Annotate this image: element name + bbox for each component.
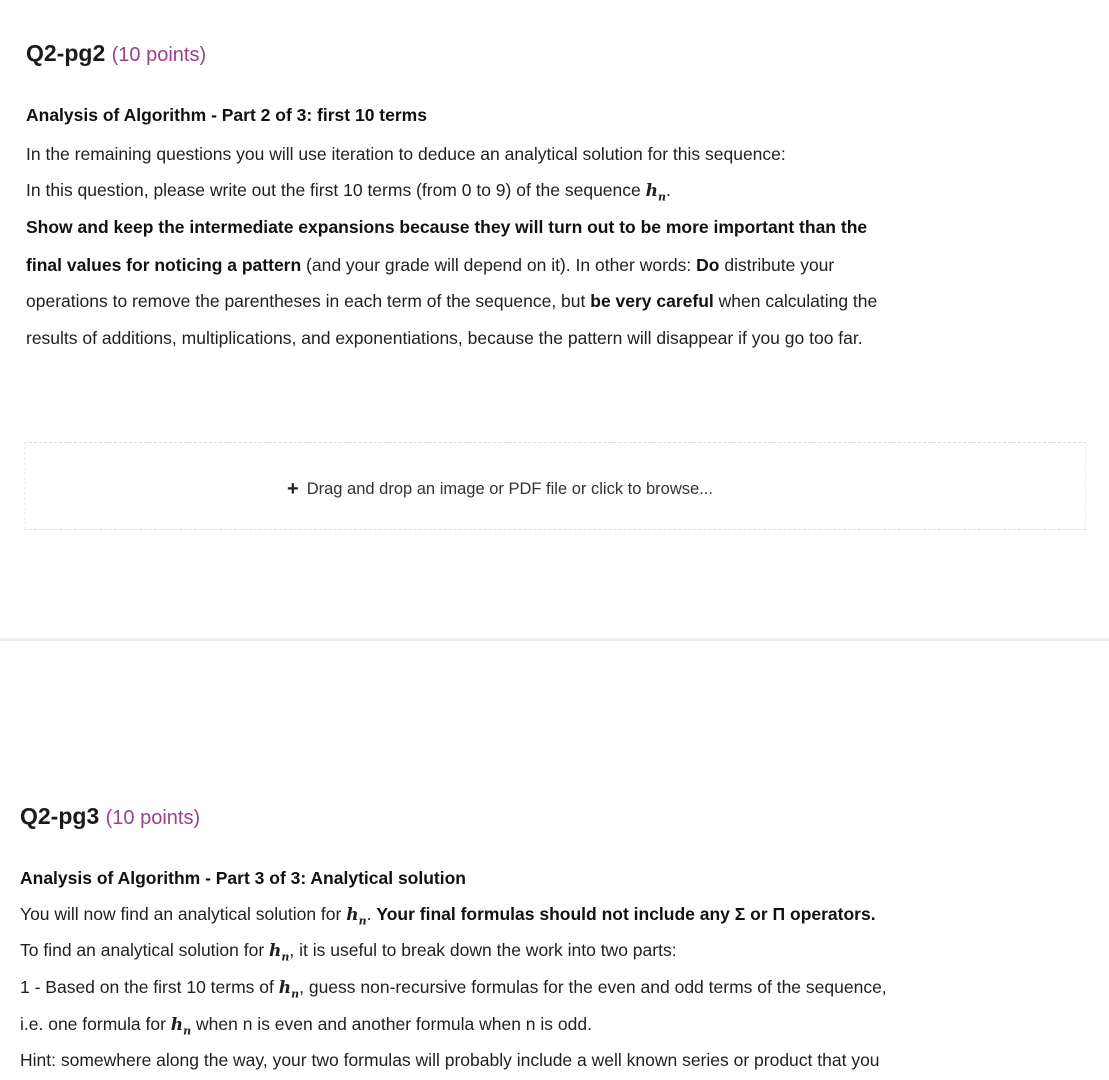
math-h-n: $h_n$	[645, 181, 666, 204]
paragraph-text: , guess non-recursive formulas for the even and odd terms of the sequence,	[299, 977, 887, 997]
bold-text: Do	[696, 255, 720, 275]
upload-label: Drag and drop an image or PDF file or click to browse...	[306, 480, 713, 498]
math-h-n: $h_n$	[346, 905, 367, 928]
paragraph-line-4	[20, 1013, 592, 1042]
paragraph-text: You will now find an analytical solution for	[20, 904, 347, 924]
math-h-n: $h_n$	[170, 1015, 192, 1038]
paragraph-line-3	[20, 976, 887, 1005]
paragraph-text: 1 - Based on the first 10 terms of	[20, 977, 279, 997]
file-upload-dropzone[interactable]	[24, 442, 1086, 530]
paragraph-line-5	[26, 290, 877, 312]
question-points: (10 points)	[105, 807, 201, 829]
paragraph-line-5: Hint: somewhere along the way, your two formulas will probably include a well known series or product that you	[20, 1050, 880, 1070]
question-title-text: Q2-pg2	[26, 40, 106, 66]
section-heading	[20, 867, 466, 889]
paragraph-line-2	[20, 939, 677, 968]
bold-text: Your final formulas should not include any Σ or Π operators.	[376, 904, 876, 924]
bold-text: final values for noticing a pattern	[26, 255, 302, 275]
question-points: (10 points)	[111, 44, 207, 66]
bold-text: Show and keep the intermediate expansions because they will turn out to be more important than the	[26, 217, 868, 237]
paragraph-text: In this question, please write out the first 10 terms (from 0 to 9) of the sequence	[26, 180, 646, 200]
bold-text: be very careful	[590, 291, 714, 311]
paragraph-text: operations to remove the parentheses in each term of the sequence, but	[26, 291, 591, 311]
paragraph-line-1: In the remaining questions you will use iteration to deduce an analytical solution for this sequence:	[26, 144, 786, 164]
math-h-n: $h_n$	[278, 978, 300, 1001]
paragraph-text: .	[666, 180, 671, 200]
paragraph-text: distribute your	[719, 255, 835, 275]
question-title-text: Q2-pg3	[20, 803, 100, 829]
paragraph-text: when n is even and another formula when n is odd.	[191, 1014, 592, 1034]
paragraph-text: .	[366, 904, 377, 924]
math-h-n: $h_n$	[269, 941, 290, 964]
paragraph-line-3	[26, 216, 867, 238]
paragraph-line-1	[20, 903, 876, 932]
question-title	[26, 40, 206, 67]
paragraph-text: when calculating the	[713, 291, 878, 311]
section-heading-text: Analysis of Algorithm - Part 2 of 3: first 10 terms	[26, 105, 427, 125]
paragraph-line-6: results of additions, multiplications, and exponentiations, because the pattern will disappear if you go too far.	[26, 328, 863, 348]
paragraph-text: , it is useful to break down the work into two parts:	[289, 940, 677, 960]
paragraph-text: i.e. one formula for	[20, 1014, 171, 1034]
paragraph-line-2	[26, 179, 671, 208]
question-q2-pg3	[0, 641, 1109, 1080]
upload-prompt[interactable]	[287, 478, 713, 501]
paragraph-text: (and your grade will depend on it). In other words:	[301, 255, 697, 275]
paragraph-text: To find an analytical solution for	[20, 940, 270, 960]
section-heading	[26, 104, 427, 126]
section-heading-text: Analysis of Algorithm - Part 3 of 3: Analytical solution	[20, 868, 466, 888]
paragraph-line-4	[26, 254, 834, 276]
plus-icon: +	[287, 478, 299, 500]
question-title	[20, 803, 200, 830]
